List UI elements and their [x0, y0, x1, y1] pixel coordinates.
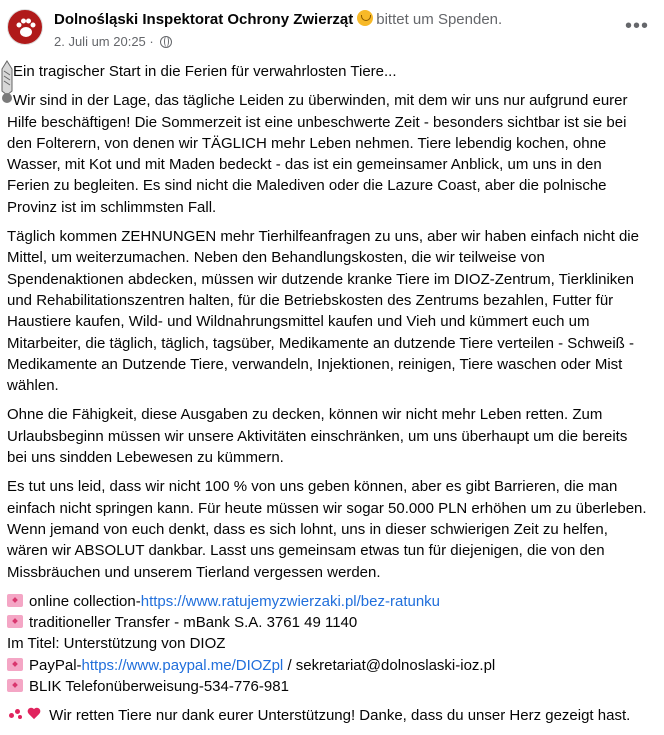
transfer-line — [7, 612, 657, 633]
post-author-line — [54, 10, 502, 28]
page-avatar[interactable] — [7, 9, 43, 45]
transfer-text: traditioneller Transfer - mBank S.A. 3761 49 1140 — [29, 614, 358, 632]
paw-logo-icon — [14, 16, 38, 40]
post-action-text: bittet um Spenden. — [376, 11, 503, 28]
text-line: Ferien zu begleiten. Es sind nicht die Malediven oder die Lazure Coast, aber die polnische — [7, 177, 607, 195]
text-line: wählen. — [7, 377, 59, 395]
online-label: online collection- — [29, 592, 141, 610]
smiling-face-icon — [357, 10, 373, 26]
text-line: den Folterern, von denen wir TÄGLICH mehr Leben nehmen. Tiere lebendig kochen, ohne — [7, 134, 607, 152]
text-line: Wasser, mit Kot und mit Maden bedeckt - das ist ein gemeinsamer Anblick, um uns in den — [7, 156, 602, 174]
online-collection-line — [7, 591, 657, 612]
text-line: und Rehabilitationszentren halten, für die Betriebskosten des Zentrums bezahlen, Futter für — [7, 291, 614, 309]
paragraph-2 — [7, 226, 657, 396]
love-letter-icon — [7, 679, 23, 692]
more-options-icon[interactable]: ••• — [624, 15, 649, 37]
page-name-link[interactable]: Dolnośląski Inspektorat Ochrony Zwierząt — [54, 11, 354, 28]
title-line: Im Titel: Unterstützung von DIOZ — [7, 635, 226, 653]
paragraph-4 — [7, 476, 657, 582]
post-intro — [7, 61, 657, 82]
paypal-line — [7, 655, 657, 676]
post-header — [7, 7, 657, 55]
text-line: Ohne die Fähigkeit, diese Ausgaben zu decken, können wir nicht mehr Leben retten. Zum — [7, 406, 603, 424]
blik-text: BLIK Telefonüberweisung-534-776-981 — [29, 678, 289, 696]
post-timestamp[interactable]: 2. Juli um 20:25 — [54, 34, 146, 49]
love-letter-icon — [7, 615, 23, 628]
closing — [7, 705, 657, 726]
text-line: Wenn jemand von euch denkt, dass es sich lohnt, uns in dieser schwierigen Zeit zu helfen, — [7, 520, 608, 538]
text-line: Spendenaktionen abdecken, müssen wir dutzende kranke Tiere im DIOZ-Zentrum, Tierkliniken — [7, 270, 634, 288]
paypal-label: PayPal- — [29, 656, 82, 674]
paragraph-1 — [7, 90, 657, 218]
text-line: Medikamente an Dutzende Tiere, verwandeln, Injektionen, reinigen, Tiere waschen oder Mist — [7, 355, 623, 373]
love-letter-icon — [7, 658, 23, 671]
text-line: einfach nicht springen kann. Für heute müssen wir sogar 50.000 PLN erhöhen um zu überleben. — [7, 499, 647, 517]
post-body — [7, 61, 657, 735]
text-line: Es tut uns leid, dass wir nicht 100 % von uns geben können, aber es gibt Barrieren, die man — [7, 478, 618, 496]
text-line: Hilfe beschäftigen! Die Sommerzeit ist eine unbeschwerte Zeit - besonders sichtbar ist sie bei — [7, 113, 627, 131]
closing-text: Wir retten Tiere nur dank eurer Unterstützung! Danke, dass du unser Herz gezeigt hast. — [49, 707, 631, 725]
text-line: wären wir ABSOLUT dankbar. Lasst uns gemeinsam etwas tun für diejenigen, die von den — [7, 542, 605, 560]
paypal-link[interactable]: https://www.paypal.me/DIOZpl — [81, 656, 284, 674]
paw-prints-icon — [7, 707, 25, 721]
closing-line — [7, 705, 657, 726]
post-meta — [54, 34, 172, 49]
text-line: Mittel, um weiterzumachen. Neben den Behandlungskosten, die wir teilweise von — [7, 249, 545, 267]
text-line: Täglich kommen ZEHNUNGEN mehr Tierhilfeanfragen zu uns, aber wir haben einfach nicht die — [7, 228, 639, 246]
pencil-icon — [0, 61, 14, 95]
text-line: bei uns sindden Lebewesen zu kümmern. — [7, 449, 284, 467]
red-heart-icon — [27, 708, 41, 721]
text-line: Urlaubsbeginn müssen wir unsere Aktivitäten einschränken, um uns überhaupt um die bereits — [7, 427, 628, 445]
text-line: Wir sind in der Lage, das tägliche Leiden zu überwinden, mit dem wir uns nur aufgrund eurer — [13, 92, 628, 110]
text-line: Mitarbeiter, die täglich, täglich, tagsüber, Medikamente an dutzende Tiere verteilen - Schweiß - — [7, 334, 634, 352]
online-collection-link[interactable]: https://www.ratujemyzwierzaki.pl/bez-ratunku — [140, 592, 441, 610]
small-dot-icon — [2, 93, 12, 103]
intro-line: Ein tragischer Start in die Ferien für verwahrlosten Tiere... — [13, 63, 397, 80]
paragraph-3 — [7, 404, 657, 468]
globe-icon[interactable] — [160, 36, 172, 48]
donation-info — [7, 591, 657, 697]
text-line: Haustiere kaufen, Wild- und Wildnahrungsmittel kaufen und Vieh und kümmert euch um — [7, 313, 590, 331]
love-letter-icon — [7, 594, 23, 607]
text-line: Missbräuchen und unserem Tierland vergessen werden. — [7, 563, 381, 581]
text-line: Provinz ist im schlimmsten Fall. — [7, 198, 217, 216]
meta-separator: · — [149, 34, 154, 49]
blik-line — [7, 676, 657, 697]
paypal-email: / sekretariat@dolnoslaski-ioz.pl — [283, 656, 496, 674]
